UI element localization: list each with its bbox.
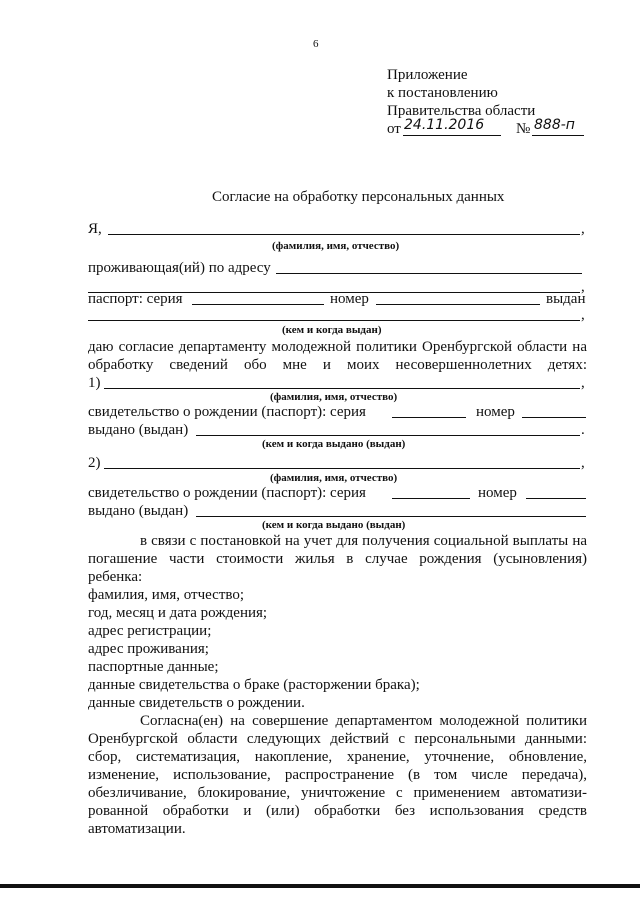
child-2-cert-label: свидетельство о рождении (паспорт): серия: [88, 485, 366, 501]
child-2-number-line: [526, 498, 586, 499]
child-1-number-label: номер: [476, 404, 515, 420]
appendix-number-underline: [532, 135, 584, 136]
list-item: год, месяц и дата рождения;: [88, 605, 268, 621]
page-number: 6: [313, 38, 319, 50]
passport-number-line: [376, 304, 540, 305]
passport-issued-label: выдан: [546, 291, 586, 307]
fio-line-comma: ,: [581, 221, 585, 237]
fio-caption: (фамилия, имя, отчество): [272, 240, 400, 252]
purpose-line-2: погашение части стоимости жилья в случае рождения (усыновления): [88, 551, 587, 567]
child-1-fio-line: [104, 388, 580, 389]
appendix-date-underline: [403, 135, 501, 136]
appendix-date-prefix: от: [387, 121, 401, 137]
child-2-comma: ,: [581, 455, 585, 471]
list-item: паспортные данные;: [88, 659, 219, 675]
child-1-number: 1): [88, 375, 101, 391]
appendix-line-3: Правительства области: [387, 103, 536, 119]
actions-line-6: рованной обработки и (или) обработки без использования средств: [88, 803, 587, 819]
consent-intro-line-1: даю согласие департаменту молодежной политики Оренбургской области на: [88, 339, 587, 355]
address-label: проживающая(ий) по адресу: [88, 260, 271, 276]
child-1-number-line: [522, 417, 586, 418]
child-2-issued-line: [196, 516, 586, 517]
list-item: данные свидетельств о рождении.: [88, 695, 305, 711]
list-item: адрес проживания;: [88, 641, 209, 657]
appendix-number-prefix: №: [516, 121, 531, 137]
actions-line-7: автоматизации.: [88, 821, 186, 837]
child-2-issued-caption: (кем и когда выдано (выдан): [262, 519, 406, 531]
appendix-line-2: к постановлению: [387, 85, 498, 101]
appendix-line-1: Приложение: [387, 67, 468, 83]
purpose-line-3: ребенка:: [88, 569, 143, 585]
child-1-cert-label: свидетельство о рождении (паспорт): серия: [88, 404, 366, 420]
i-label: Я,: [88, 221, 102, 237]
issued-caption: (кем и когда выдан): [282, 324, 382, 336]
purpose-line-1: в связи с постановкой на учет для получения социальной выплаты на: [140, 533, 587, 549]
passport-series-label: паспорт: серия: [88, 291, 183, 307]
actions-line-2: Оренбургской области следующих действий с персональными данными:: [88, 731, 587, 747]
list-item: данные свидетельства о браке (расторжении брака);: [88, 677, 420, 693]
list-item: фамилия, имя, отчество;: [88, 587, 245, 603]
child-1-period: .: [581, 422, 585, 438]
list-item: адрес регистрации;: [88, 623, 212, 639]
child-2-number: 2): [88, 455, 101, 471]
actions-line-5: обезличивание, блокирование, уничтожение с применением автоматизи-: [88, 785, 587, 801]
child-1-issued-line: [196, 435, 580, 436]
passport-number-label: номер: [330, 291, 369, 307]
page-bottom-rule: [0, 884, 640, 888]
actions-line-3: сбор, систематизация, накопление, хранение, уточнение, обновление,: [88, 749, 587, 765]
address-line-1: [276, 273, 582, 274]
child-2-series-line: [392, 498, 470, 499]
actions-line-1: Согласна(ен) на совершение департаментом молодежной политики: [140, 713, 587, 729]
consent-intro-line-2: обработку сведений обо мне и моих несовершеннолетних детях:: [88, 357, 587, 373]
passport-series-line: [192, 304, 324, 305]
actions-line-4: изменение, использование, распространение (в том числе передача),: [88, 767, 587, 783]
child-1-fio-caption: (фамилия, имя, отчество): [270, 391, 398, 403]
child-2-fio-line: [104, 468, 580, 469]
appendix-number-value: 888-п: [534, 117, 575, 133]
child-2-fio-caption: (фамилия, имя, отчество): [270, 472, 398, 484]
passport-issued-line: [88, 320, 580, 321]
child-1-comma: ,: [581, 375, 585, 391]
document-title: Согласие на обработку персональных данных: [212, 189, 505, 205]
passport-issued-comma: ,: [581, 307, 585, 323]
fio-line: [108, 234, 580, 235]
child-1-series-line: [392, 417, 466, 418]
address-comma: ,: [581, 279, 585, 295]
child-2-issued-label: выдано (выдан): [88, 503, 189, 519]
child-1-issued-caption: (кем и когда выдано (выдан): [262, 438, 406, 450]
child-1-issued-label: выдано (выдан): [88, 422, 189, 438]
child-2-number-label: номер: [478, 485, 517, 501]
appendix-date-value: 24.11.2016: [404, 117, 485, 133]
